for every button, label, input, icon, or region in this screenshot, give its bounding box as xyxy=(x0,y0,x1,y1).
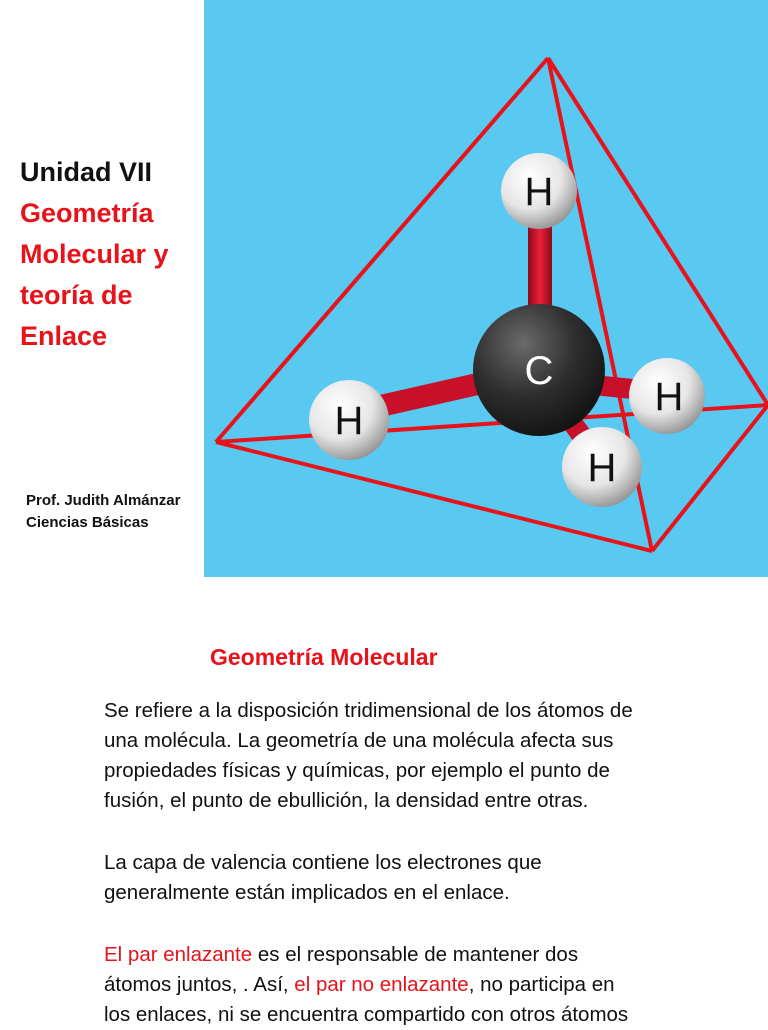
text-line xyxy=(104,970,724,1000)
text-line: generalmente están implicados en el enlace. xyxy=(104,881,510,904)
text-line xyxy=(104,940,724,970)
atom-h-right xyxy=(629,358,705,434)
title-line: Molecular y xyxy=(20,239,169,269)
atom-label: H xyxy=(524,170,554,214)
paragraph-bonding-pairs xyxy=(104,940,724,1030)
text-line: una molécula. La geometría de una molécula afecta sus xyxy=(104,729,614,752)
title-line: Enlace xyxy=(20,321,108,351)
term-bonding-pair: El par enlazante xyxy=(104,943,253,966)
text-fragment: es el responsable de mantener dos xyxy=(252,943,579,966)
text-line: fusión, el punto de ebullición, la densidad entre otras. xyxy=(104,789,589,812)
text-line: Se refiere a la disposición tridimensional de los átomos de xyxy=(104,699,633,722)
atom-label: H xyxy=(587,446,617,490)
text-line: propiedades físicas y químicas, por ejemplo el punto de xyxy=(104,759,610,782)
paragraph-definition xyxy=(104,696,724,816)
author-info xyxy=(26,490,180,534)
text-fragment: , no participa en xyxy=(468,973,615,996)
methane-molecule-illustration xyxy=(204,0,768,577)
author-department: Ciencias Básicas xyxy=(26,514,149,531)
title-line: teoría de xyxy=(20,280,133,310)
atom-label: C xyxy=(524,349,554,393)
atom-h-top xyxy=(501,153,577,229)
tetrahedron-edges xyxy=(216,58,768,551)
tetrahedron-diagram xyxy=(204,0,768,577)
atom-label: H xyxy=(334,399,364,443)
atom-label: H xyxy=(654,375,684,419)
content-slide xyxy=(0,578,768,1024)
section-title: Geometría Molecular xyxy=(210,644,438,670)
unit-title: Unidad VII xyxy=(20,157,153,187)
atom-carbon xyxy=(473,304,605,436)
title-line: Geometría xyxy=(20,198,154,228)
text-line: los enlaces, ni se encuentra compartido con otros átomos xyxy=(104,1003,629,1026)
text-line: La capa de valencia contiene los electrones que xyxy=(104,851,542,874)
author-name: Prof. Judith Almánzar xyxy=(26,492,181,509)
atom-h-left xyxy=(309,380,389,460)
atom-h-bottom xyxy=(562,427,642,507)
paragraph-valence xyxy=(104,848,724,908)
text-fragment: átomos juntos, . Así, xyxy=(104,973,295,996)
slide-title xyxy=(20,152,210,357)
term-nonbonding-pair: el par no enlazante xyxy=(294,973,469,996)
